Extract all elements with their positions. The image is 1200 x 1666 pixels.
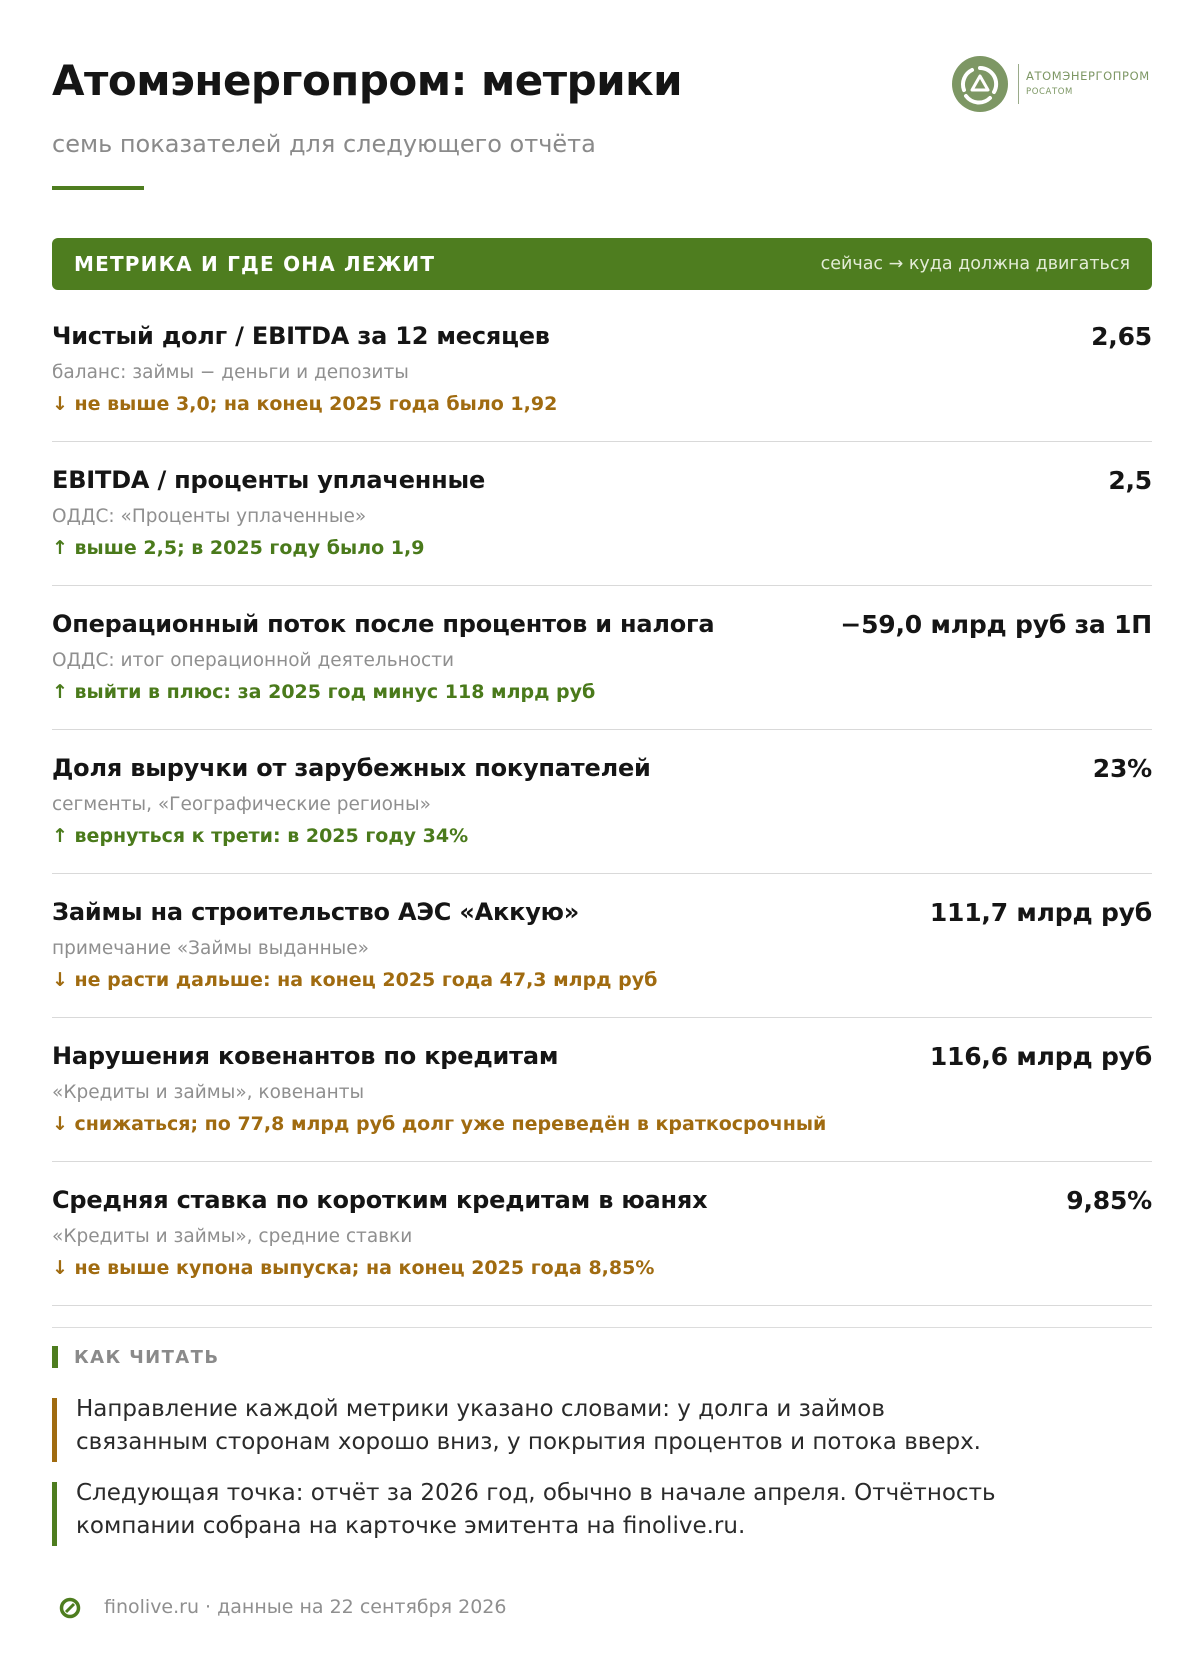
metric-name: Средняя ставка по коротким кредитам в юанях bbox=[52, 1186, 708, 1214]
page-subtitle: семь показателей для следующего отчёта bbox=[52, 130, 596, 158]
metric-value: 111,7 млрд руб bbox=[929, 898, 1152, 927]
metric-row bbox=[52, 300, 1152, 444]
metric-value: 116,6 млрд руб bbox=[929, 1042, 1152, 1071]
title-underline bbox=[52, 186, 144, 190]
metric-row bbox=[52, 588, 1152, 732]
metric-row bbox=[52, 876, 1152, 1020]
finolive-logo-icon bbox=[58, 1596, 82, 1624]
note-line: Следующая точка: отчёт за 2026 год, обычно в начале апреля. Отчётность bbox=[76, 1480, 996, 1506]
metric-name: Доля выручки от зарубежных покупателей bbox=[52, 754, 651, 782]
table-header-right: сейчас → куда должна двигаться bbox=[820, 254, 1130, 274]
table-header bbox=[52, 238, 1152, 290]
note-accent-bar bbox=[52, 1398, 57, 1462]
metric-target: ↑ выйти в плюс: за 2025 год минус 118 млрд руб bbox=[52, 681, 596, 703]
metric-target: ↑ выше 2,5; в 2025 году было 1,9 bbox=[52, 537, 425, 559]
note-accent-bar bbox=[52, 1482, 57, 1546]
notes-divider bbox=[52, 1327, 1152, 1328]
metric-value: 2,5 bbox=[1108, 466, 1152, 495]
metric-row bbox=[52, 732, 1152, 876]
notes-heading-text: КАК ЧИТАТЬ bbox=[74, 1347, 220, 1368]
page-title: Атомэнергопром: метрики bbox=[52, 56, 683, 105]
metric-name: Займы на строительство АЭС «Аккую» bbox=[52, 898, 580, 926]
metric-target: ↓ не выше 3,0; на конец 2025 года было 1,92 bbox=[52, 393, 558, 415]
company-logo bbox=[952, 56, 1152, 114]
metric-row bbox=[52, 444, 1152, 588]
metric-name: Чистый долг / EBITDA за 12 месяцев bbox=[52, 322, 550, 350]
metric-value: −59,0 млрд руб за 1П bbox=[840, 610, 1152, 639]
metric-row bbox=[52, 1020, 1152, 1164]
logo-subname: РОСАТОМ bbox=[1026, 87, 1073, 97]
metric-value: 9,85% bbox=[1066, 1186, 1152, 1215]
metric-name: Операционный поток после процентов и налога bbox=[52, 610, 715, 638]
metric-source: «Кредиты и займы», ковенанты bbox=[52, 1082, 365, 1103]
atom-logo-icon bbox=[952, 56, 1008, 112]
note-line: компании собрана на карточке эмитента на finolive.ru. bbox=[76, 1513, 746, 1539]
note-line: Направление каждой метрики указано словами: у долга и займов bbox=[76, 1396, 885, 1422]
metric-source: ОДДС: итог операционной деятельности bbox=[52, 650, 455, 671]
note-line: связанным сторонам хорошо вниз, у покрытия процентов и потока вверх. bbox=[76, 1429, 981, 1455]
logo-name: АТОМЭНЕРГОПРОМ bbox=[1026, 69, 1150, 83]
metric-source: баланс: займы − деньги и депозиты bbox=[52, 362, 409, 383]
metric-value: 23% bbox=[1092, 754, 1152, 783]
notes-heading-accent bbox=[52, 1346, 58, 1368]
metric-value: 2,65 bbox=[1091, 322, 1152, 351]
footer-text: finolive.ru · данные на 22 сентября 2026 bbox=[104, 1596, 507, 1618]
metric-source: ОДДС: «Проценты уплаченные» bbox=[52, 506, 367, 527]
metric-target: ↓ снижаться; по 77,8 млрд руб долг уже переведён в краткосрочный bbox=[52, 1113, 827, 1135]
page bbox=[52, 0, 1152, 1666]
logo-divider bbox=[1018, 64, 1019, 104]
metric-row bbox=[52, 1164, 1152, 1308]
metric-target: ↓ не расти дальше: на конец 2025 года 47,3 млрд руб bbox=[52, 969, 658, 991]
metric-name: Нарушения ковенантов по кредитам bbox=[52, 1042, 559, 1070]
metric-target: ↑ вернуться к трети: в 2025 году 34% bbox=[52, 825, 469, 847]
metric-target: ↓ не выше купона выпуска; на конец 2025 года 8,85% bbox=[52, 1257, 655, 1279]
table-header-left: МЕТРИКА И ГДЕ ОНА ЛЕЖИТ bbox=[74, 252, 436, 276]
metric-name: EBITDA / проценты уплаченные bbox=[52, 466, 486, 494]
metric-source: примечание «Займы выданные» bbox=[52, 938, 369, 959]
metric-source: сегменты, «Географические регионы» bbox=[52, 794, 431, 815]
metric-source: «Кредиты и займы», средние ставки bbox=[52, 1226, 413, 1247]
